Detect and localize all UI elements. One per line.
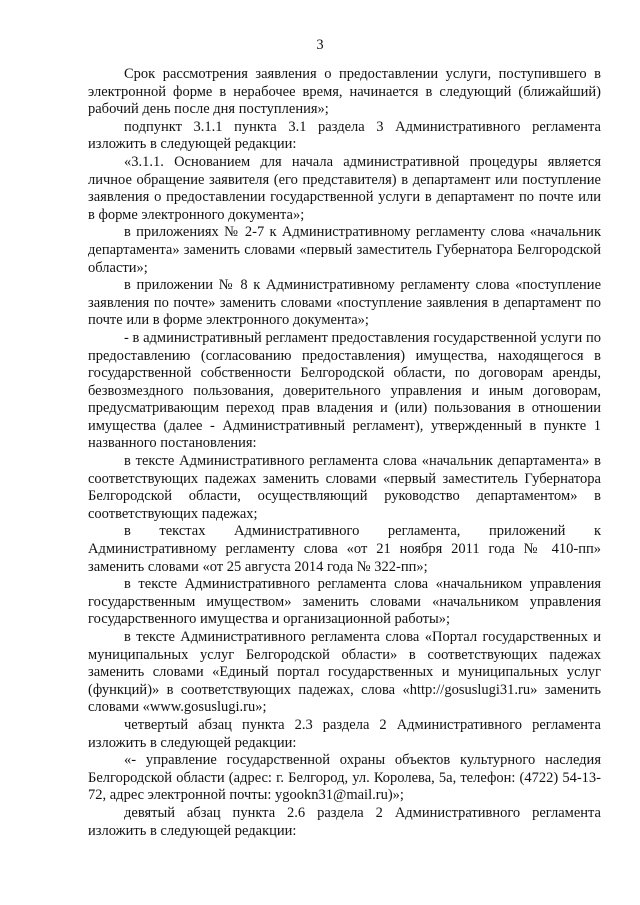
paragraph: «3.1.1. Основанием для начала административной процедуры является личное обращение заявителя (его представителя) в департамент или поступление заявления о предоставлении государственной услуги в департамент по почте или в форме электронного документа»; bbox=[88, 153, 601, 223]
paragraph: в тексте Административного регламента слова «Портал государственных и муниципальных услуг Белгородской области» в соответствующих падежах заменить словами «Единый портал государственных и муниципальных услуг (функций)» в соответствующих падежах, слова «http://gosuslugi31.ru» заменить словами «www.gosuslugi.ru»; bbox=[88, 629, 601, 716]
paragraph: в тексте Административного регламента слова «начальником управления государственным имуществом» заменить словами «начальником управления государственного имущества и организационной работы»; bbox=[88, 576, 601, 628]
paragraph: в тексте Административного регламента слова «начальник департамента» в соответствующих падежах заменить словами «первый заместитель Губернатора Белгородской области, осуществляющий руководство департаментом» в соответствующих падежах; bbox=[88, 453, 601, 522]
paragraph: - в административный регламент предоставления государственной услуги по предоставлению (согласованию предоставления) имущества, находящегося в государственной собственности Белгородской области, по договорам аренды, безвозмездного пользования, доверительного управления и иным договорам, предусматривающим переход прав владения и (или) пользования в отношении имущества (далее - Административный регламент), утвержденный в пункте 1 названного постановления: bbox=[88, 329, 601, 452]
paragraph: в приложениях № 2-7 к Административному регламенту слова «начальник департамента» заменить словами «первый заместитель Губернатора Белгородской области»; bbox=[88, 224, 601, 276]
paragraph: подпункт 3.1.1 пункта 3.1 раздела 3 Административного регламента изложить в следующей редакции: bbox=[88, 118, 601, 153]
paragraph: девятый абзац пункта 2.6 раздела 2 Административного регламента изложить в следующей редакции: bbox=[88, 804, 601, 839]
document-body bbox=[88, 66, 601, 840]
paragraph: в приложении № 8 к Административному регламенту слова «поступление заявления по почте» заменить словами «поступление заявления в департамент по почте или в форме электронного документа»; bbox=[88, 277, 601, 329]
paragraph: «- управление государственной охраны объектов культурного наследия Белгородской области (адрес: г. Белгород, ул. Королева, 5а, телефон: (4722) 54-13-72, адрес электронной почты: ygookn31@mail.ru)»; bbox=[88, 752, 601, 804]
paragraph: четвертый абзац пункта 2.3 раздела 2 Административного регламента изложить в следующей редакции: bbox=[88, 716, 601, 751]
paragraph: в текстах Административного регламента, приложений к Административному регламенту слова «от 21 ноября 2011 года № 410-пп» заменить словами «от 25 августа 2014 года № 322-пп»; bbox=[88, 523, 601, 575]
paragraph: Срок рассмотрения заявления о предоставлении услуги, поступившего в электронной форме в нерабочее время, начинается в следующий (ближайший) рабочий день после дня поступления»; bbox=[88, 66, 601, 118]
page-number: 3 bbox=[316, 37, 324, 53]
